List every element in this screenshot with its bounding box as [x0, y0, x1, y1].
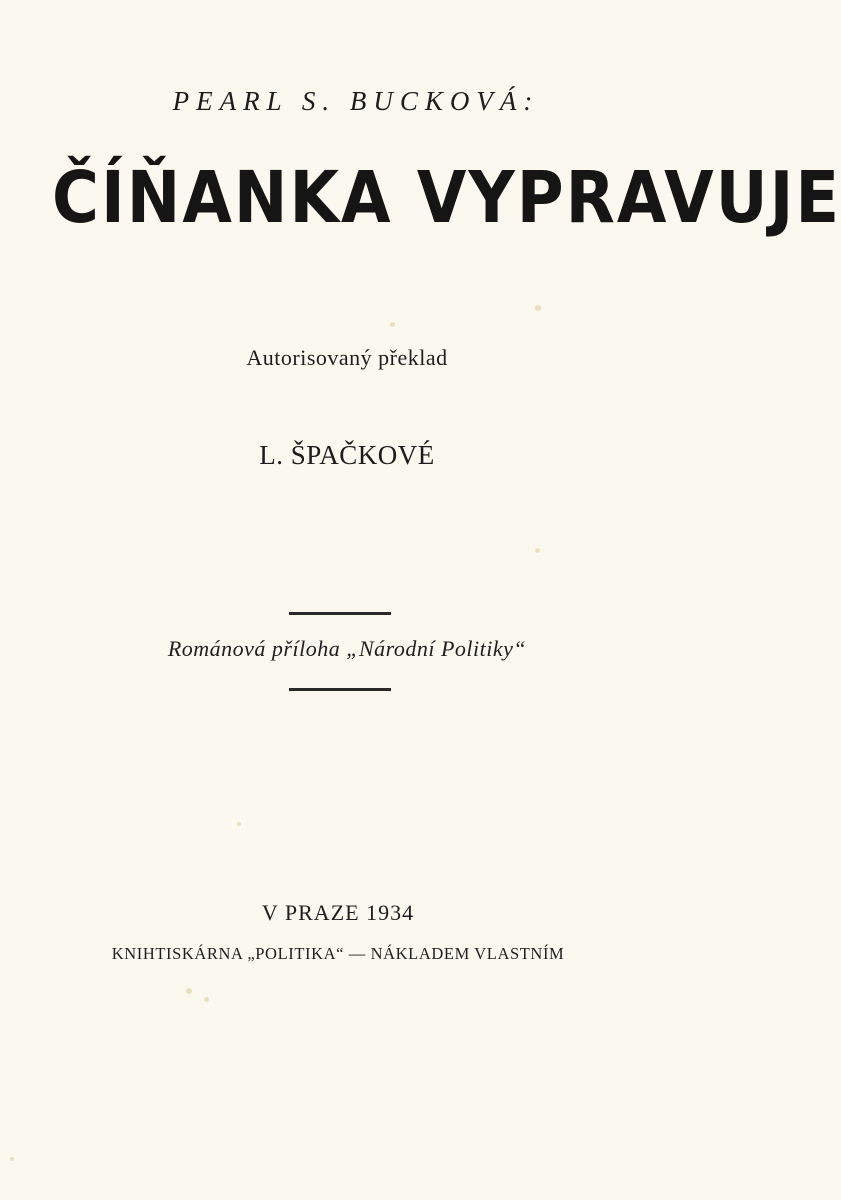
supplement-note: Románová příloha „Národní Politiky“ [167, 636, 527, 661]
paper-speck [535, 305, 541, 311]
place-and-year: V PRAZE 1934 [261, 900, 415, 925]
translation-note: Autorisovaný překlad [246, 345, 448, 370]
book-title: ČÍŇANKA VYPRAVUJE [52, 156, 841, 240]
printer-imprint: KNIHTISKÁRNA „POLITIKA“ — NÁKLADEM VLASTNÍM [111, 944, 565, 963]
paper-speck [237, 822, 241, 826]
divider-bottom [289, 688, 391, 691]
paper-speck [390, 322, 395, 327]
paper-speck [535, 548, 540, 553]
divider-top [289, 612, 391, 615]
author-name: PEARL S. BUCKOVÁ: [172, 86, 540, 116]
paper-speck [204, 997, 209, 1002]
paper-speck [10, 1157, 14, 1161]
translator-name: L. ŠPAČKOVÉ [259, 440, 435, 470]
paper-speck [186, 988, 192, 994]
